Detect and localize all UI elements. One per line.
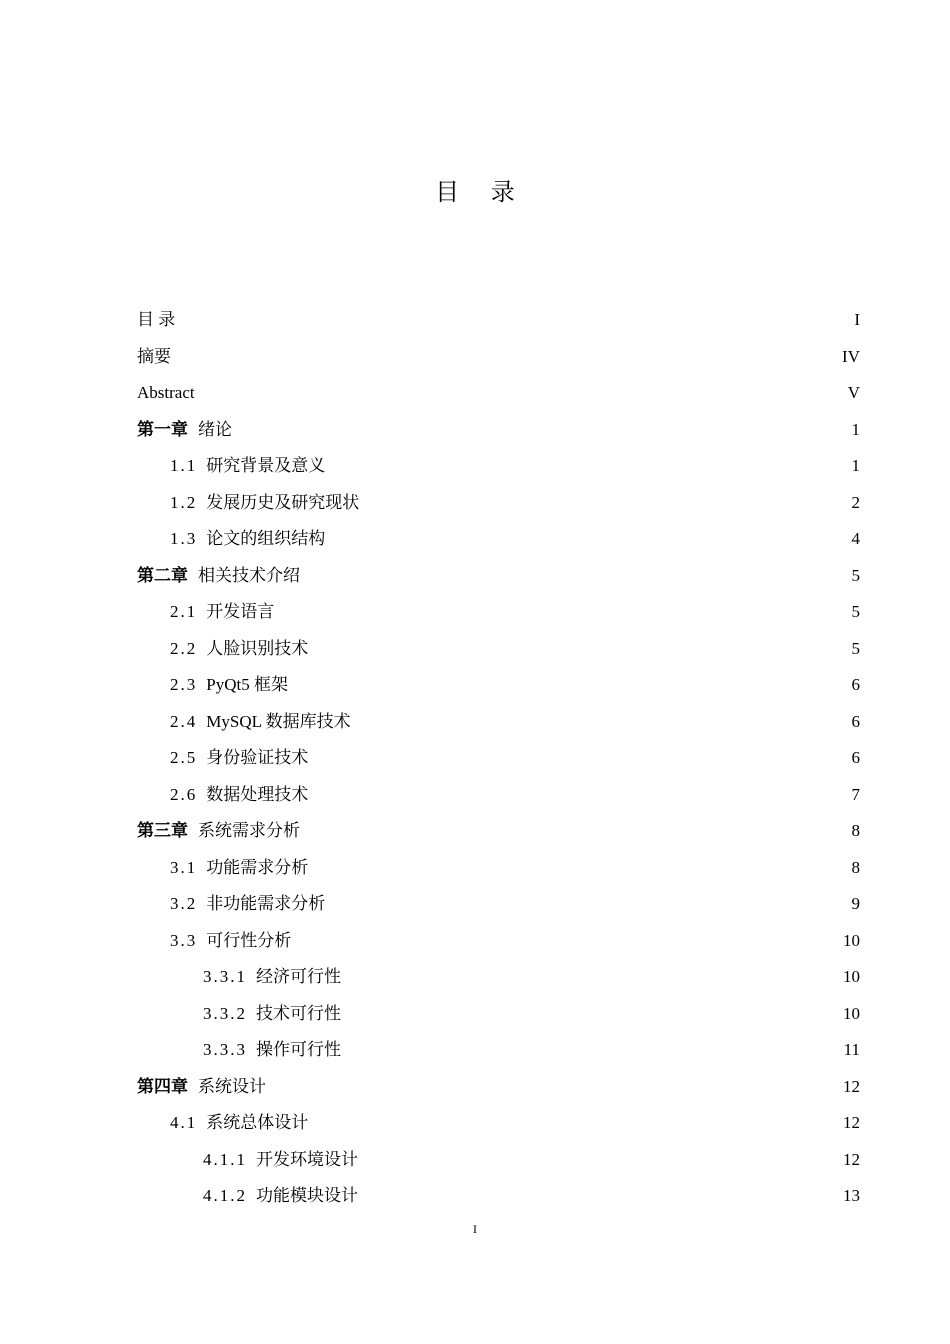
toc-entry-title: 摘要 <box>137 346 171 366</box>
toc-entry-title: 开发语言 <box>206 602 275 621</box>
toc-entry-number: 2.5 <box>170 748 198 767</box>
page-title: 目 录 <box>435 178 527 206</box>
toc-entry-title: MySQL 数据库技术 <box>206 711 351 731</box>
toc-entry-page-number: 5 <box>851 638 860 658</box>
table-of-contents <box>137 302 860 1215</box>
toc-entry[interactable] <box>137 996 860 1033</box>
toc-entry-page-number: 2 <box>851 492 860 512</box>
toc-entry-number: 1.2 <box>170 492 198 512</box>
toc-entry[interactable] <box>137 302 860 339</box>
toc-entry[interactable] <box>137 631 860 668</box>
toc-entry[interactable] <box>137 1142 860 1179</box>
toc-entry-title: 数据处理技术 <box>206 784 309 804</box>
toc-entry[interactable] <box>137 485 860 522</box>
toc-entry-number: 3.1 <box>170 857 198 877</box>
toc-entry-page-number: 5 <box>851 602 860 621</box>
toc-entry-number: 第一章 <box>137 419 188 439</box>
toc-entry-page-number: 5 <box>851 565 860 585</box>
toc-entry-number: 3.3.1 <box>203 967 247 986</box>
toc-entry-title: 论文的组织结构 <box>206 529 326 548</box>
toc-entry-title: 系统设计 <box>198 1076 266 1096</box>
toc-entry[interactable] <box>137 412 860 449</box>
toc-entry-page-number: IV <box>842 346 860 366</box>
toc-entry[interactable] <box>137 448 860 485</box>
toc-entry-title: 系统需求分析 <box>198 821 300 840</box>
toc-entry[interactable] <box>137 594 860 631</box>
toc-entry-title: 技术可行性 <box>256 1003 341 1023</box>
toc-entry-page-number: 11 <box>843 1040 860 1059</box>
toc-entry-page-number: 7 <box>851 784 860 804</box>
toc-entry[interactable] <box>137 1105 860 1142</box>
toc-entry-title: PyQt5 框架 <box>206 675 288 694</box>
toc-entry-number: 2.1 <box>170 602 198 621</box>
toc-entry-number: 第三章 <box>137 821 188 840</box>
toc-entry[interactable] <box>137 521 860 558</box>
toc-entry-title: 目 录 <box>137 310 176 329</box>
toc-entry-title: Abstract <box>137 383 195 402</box>
toc-entry[interactable] <box>137 375 860 412</box>
toc-entry-title: 发展历史及研究现状 <box>206 492 360 512</box>
toc-entry-page-number: 12 <box>843 1076 860 1096</box>
toc-entry-title: 非功能需求分析 <box>206 894 326 913</box>
toc-entry-title: 相关技术介绍 <box>198 565 300 585</box>
toc-entry[interactable] <box>137 667 860 704</box>
toc-entry-page-number: 12 <box>843 1149 860 1169</box>
toc-entry-title: 经济可行性 <box>256 967 341 986</box>
toc-entry-number: 3.3.3 <box>203 1040 247 1059</box>
toc-entry-page-number: V <box>847 383 860 402</box>
toc-entry-page-number: 10 <box>843 930 860 950</box>
toc-entry[interactable] <box>137 740 860 777</box>
toc-entry-page-number: 10 <box>843 967 860 986</box>
toc-entry-title: 研究背景及意义 <box>206 456 326 475</box>
toc-entry-title: 系统总体设计 <box>206 1113 309 1132</box>
toc-entry[interactable] <box>137 850 860 887</box>
toc-entry-page-number: 13 <box>843 1186 860 1205</box>
toc-entry-page-number: 6 <box>851 711 860 731</box>
toc-entry-page-number: 8 <box>851 821 860 840</box>
toc-entry[interactable] <box>137 704 860 741</box>
toc-entry-page-number: 8 <box>851 857 860 877</box>
toc-entry-number: 2.4 <box>170 711 198 731</box>
toc-entry-title: 功能需求分析 <box>206 857 309 877</box>
toc-entry-number: 第二章 <box>137 565 188 585</box>
toc-entry[interactable] <box>137 923 860 960</box>
toc-entry-title: 操作可行性 <box>256 1040 341 1059</box>
toc-entry-title: 绪论 <box>198 419 232 439</box>
toc-entry-page-number: 12 <box>843 1113 860 1132</box>
toc-entry-title: 身份验证技术 <box>206 748 309 767</box>
toc-entry-page-number: 9 <box>851 894 860 913</box>
toc-entry-number: 4.1 <box>170 1113 198 1132</box>
toc-entry-number: 1.1 <box>170 456 198 475</box>
toc-entry[interactable] <box>137 959 860 996</box>
footer-page-number: I <box>473 1222 477 1236</box>
toc-entry[interactable] <box>137 339 860 376</box>
toc-entry-number: 2.2 <box>170 638 198 658</box>
toc-entry-title: 可行性分析 <box>206 930 292 950</box>
toc-entry-number: 3.3.2 <box>203 1003 247 1023</box>
toc-entry-number: 2.6 <box>170 784 198 804</box>
toc-entry-page-number: 10 <box>843 1003 860 1023</box>
toc-entry-number: 3.2 <box>170 894 198 913</box>
toc-entry-number: 3.3 <box>170 930 198 950</box>
toc-entry-number: 2.3 <box>170 675 198 694</box>
toc-entry-number: 4.1.2 <box>203 1186 247 1205</box>
toc-entry-page-number: 6 <box>851 675 860 694</box>
toc-entry[interactable] <box>137 813 860 850</box>
toc-entry-page-number: 1 <box>851 419 860 439</box>
toc-entry-number: 4.1.1 <box>203 1149 247 1169</box>
toc-entry[interactable] <box>137 1032 860 1069</box>
toc-entry[interactable] <box>137 777 860 814</box>
toc-entry-page-number: 4 <box>851 529 860 548</box>
toc-entry-page-number: 6 <box>851 748 860 767</box>
toc-entry[interactable] <box>137 1178 860 1215</box>
toc-entry-title: 功能模块设计 <box>256 1186 358 1205</box>
toc-entry[interactable] <box>137 558 860 595</box>
toc-entry-number: 1.3 <box>170 529 198 548</box>
toc-entry[interactable] <box>137 1069 860 1106</box>
toc-entry[interactable] <box>137 886 860 923</box>
toc-entry-number: 第四章 <box>137 1076 188 1096</box>
toc-entry-page-number: 1 <box>851 456 860 475</box>
toc-entry-title: 人脸识别技术 <box>206 638 309 658</box>
toc-entry-page-number: I <box>854 310 860 329</box>
toc-entry-title: 开发环境设计 <box>256 1149 358 1169</box>
